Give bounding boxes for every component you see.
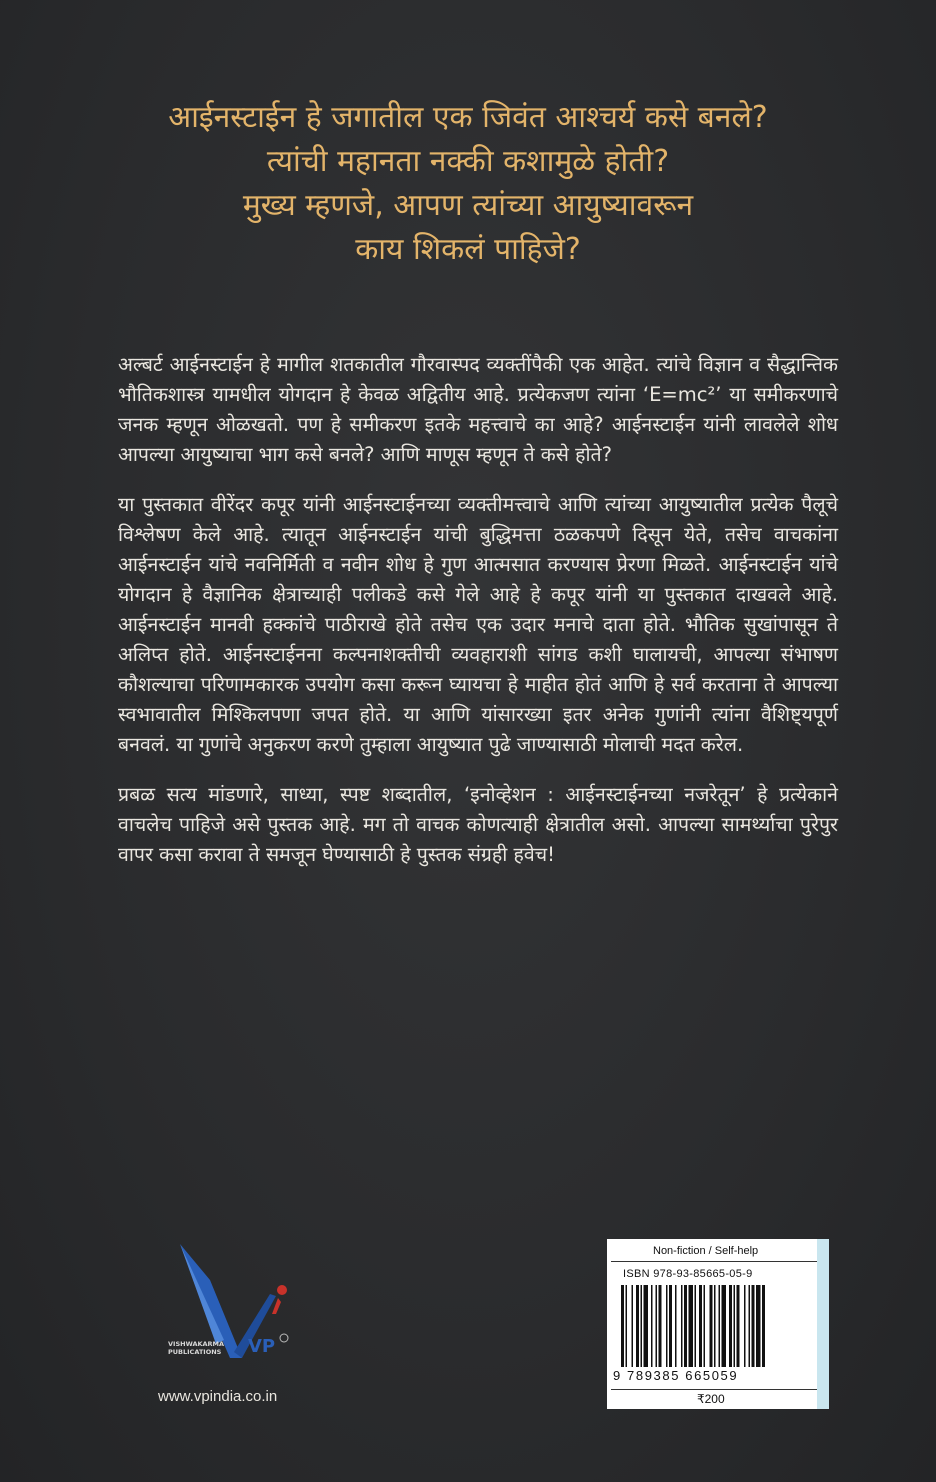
blurb-paragraph-2: या पुस्तकात वीरेंदर कपूर यांनी आईनस्टाईनच्या व्यक्तीमत्त्वाचे आणि त्यांच्या आयुष्यातील प्रत्येक पैलूचे विश्लेषण केले आहे. त्यातून आईनस्टाईन यांची बुद्धिमत्ता ठळकपणे दिसून येते, तसेच वाचकांना आईनस्टाईन यांचे नवनिर्मिती व नवीन शोध हे गुण आत्मसात करण्यास प्रेरणा मिळते. आईनस्टाईन यांचे योगदान हे वैज्ञानिक क्षेत्राच्याही पलीकडे कसे गेले आहे हे कपूर यांनी या पुस्तकात दाखवले आहे. आईनस्टाईन मानवी हक्कांचे पाठीराखे होते तसेच एक उदार मनाचे दाता होते. भौतिक सुखांपासून ते अलिप्त होते. आईनस्टाईनना कल्पनाशक्तीची व्यवहाराशी सांगड कशी घालायची, आपल्या संभाषण कौशल्याचा परिणामकारक उपयोग कसा करून घ्यायचा हे माहीत होतं आणि हे सर्व करताना ते आपल्या स्वभावातील मिश्किलपणा जपत होते. या आणि यांसारख्या इतर अनेक गुणांनी त्यांना वैशिष्ट्यपूर्ण बनवलं. या गुणांचे अनुकरण करणे तुम्हाला आयुष्यात पुढे जाण्यासाठी मोलाची मदत करेल. — [118, 492, 838, 756]
barcode-bar — [681, 1285, 683, 1367]
barcode-bar — [762, 1285, 765, 1367]
barcode-bar — [659, 1285, 662, 1367]
barcode-bar — [684, 1285, 687, 1367]
barcode-bar — [749, 1285, 751, 1367]
barcode-bar — [756, 1285, 761, 1367]
publisher-website: www.vpindia.co.in — [158, 1388, 278, 1405]
genre-label: Non-fiction / Self-help — [653, 1245, 759, 1257]
barcode-bar — [734, 1285, 736, 1367]
barcode-bar — [722, 1285, 727, 1367]
headline — [60, 96, 876, 272]
price-label: ₹200 — [697, 1392, 725, 1406]
divider — [611, 1261, 817, 1262]
barcode-panel-strip — [817, 1239, 829, 1409]
publisher-logo-icon — [150, 1240, 310, 1390]
barcode-bar — [744, 1285, 746, 1367]
barcode-bar — [689, 1285, 694, 1367]
divider — [611, 1389, 817, 1390]
publisher-name-line: VISHWAKARMA — [168, 1340, 225, 1348]
blurb — [118, 330, 838, 890]
barcode-bar — [626, 1285, 628, 1367]
headline-line: आईनस्टाईन हे जगातील एक जिवंत आश्चर्य कसे बनले? — [168, 100, 768, 135]
blurb-paragraph-3: प्रबळ सत्य मांडणारे, साध्या, स्पष्ट शब्दातील, ‘इनोव्हेशन : आईनस्टाईनच्या नजरेतून’ हे प्रत्येकाने वाचलेच पाहिजे असे पुस्तक आहे. मग तो वाचक कोणत्याही क्षेत्रातील असो. आपल्या सामर्थ्याचा पुरेपुर वापर कसा करावा ते समजून घेण्यासाठी हे पुस्तक संग्रही हवेच! — [118, 782, 838, 866]
headline-line: मुख्य म्हणजे, आपण त्यांच्या आयुष्यावरून — [242, 188, 694, 223]
publisher-name-line: PUBLICATIONS — [168, 1348, 222, 1356]
barcode-bar — [651, 1285, 653, 1367]
barcode-panel — [607, 1239, 829, 1409]
logo-letters: VP — [248, 1336, 276, 1357]
blurb-paragraph-1: अल्बर्ट आईनस्टाईन हे मागील शतकातील गौरवास्पद व्यक्तींपैकी एक आहेत. त्यांचे विज्ञान व सैद्धान्तिक भौतिकशास्त्र यामधील योगदान हे केवळ अद्वितीय आहे. प्रत्येकजण त्यांना ‘E=mc²’ या समीकरणाचे जनक म्हणून ओळखतो. पण हे समीकरण इतके महत्त्वाचे का आहे? आईनस्टाईन यांनी लावलेले शोध आपल्या आयुष्याचा भाग कसे बनले? आणि माणूस म्हणून ते कसे होते? — [118, 352, 838, 466]
barcode-bar — [641, 1285, 643, 1367]
isbn-label: ISBN 978-93-85665-05-9 — [623, 1268, 753, 1280]
barcode-bar — [644, 1285, 649, 1367]
publisher-name — [168, 1340, 288, 1356]
barcode-bar — [752, 1285, 755, 1367]
barcode-bar — [729, 1285, 732, 1367]
barcode-bar — [675, 1285, 677, 1367]
barcode-bar — [710, 1285, 713, 1367]
barcode-bar — [695, 1285, 697, 1367]
barcode-bar — [666, 1285, 668, 1367]
barcode-bar — [714, 1285, 716, 1367]
barcode-icon — [621, 1285, 801, 1367]
barcode-bar — [699, 1285, 702, 1367]
barcode-bar — [636, 1285, 639, 1367]
headline-line: त्यांची महानता नक्की कशामुळे होती? — [266, 144, 670, 179]
headline-line: काय शिकलं पाहिजे? — [355, 232, 581, 267]
barcode-bar — [621, 1285, 624, 1367]
barcode-bar — [632, 1285, 634, 1367]
barcode-bar — [656, 1285, 658, 1367]
barcode-bar — [719, 1285, 721, 1367]
barcode-bar — [737, 1285, 740, 1367]
barcode-bar — [704, 1285, 706, 1367]
barcode-bar — [669, 1285, 672, 1367]
barcode-digits: 9 789385 665059 — [613, 1368, 739, 1383]
